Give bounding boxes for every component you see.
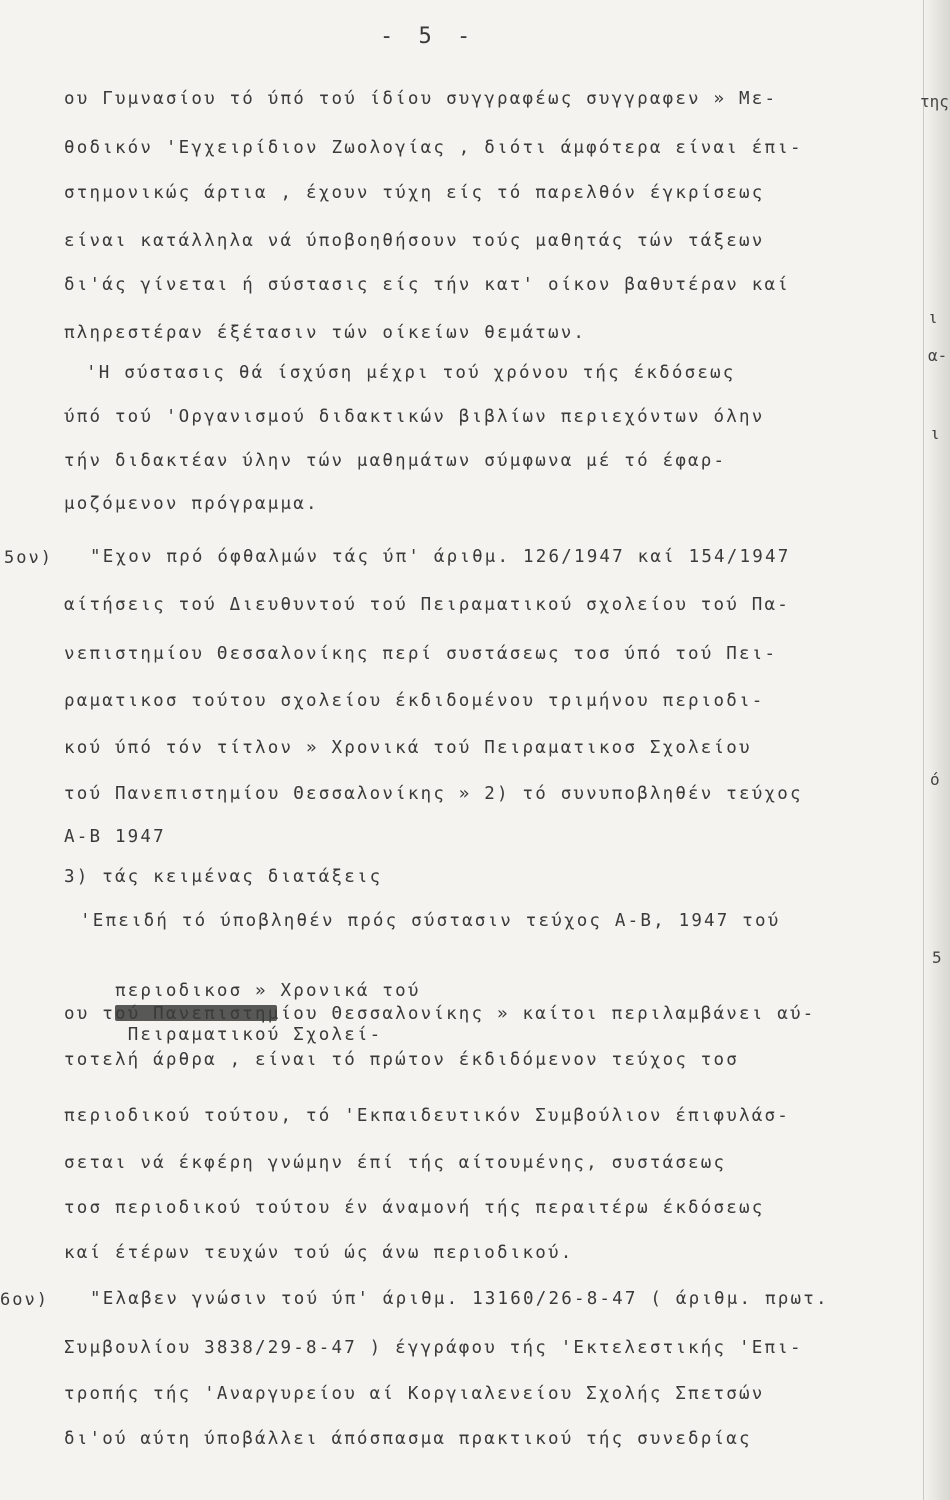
text-line: καί έτέρων τευχών τού ώς άνω περιοδικού. <box>64 1243 574 1263</box>
text-segment: περιοδικοσ » Χρονικά τού <box>114 981 421 1001</box>
text-line: τού Πανεπιστημίου Θεσσαλονίκης » 2) τό συνυποβληθέν τεύχος <box>64 784 803 804</box>
text-line: νεπιστημίου Θεσσαλονίκης περί συστάσεως τοσ ύπό τού Πει- <box>64 644 778 664</box>
margin-fragment: 5 <box>932 948 942 967</box>
text-line: περιοδικού τούτου, τό 'Εκπαιδευτικόν Συμβούλιον έπιφυλάσ- <box>64 1106 790 1126</box>
text-line: στημονικώς άρτια , έχουν τύχη είς τό παρελθόν έγκρίσεως <box>64 183 765 203</box>
text-line: ου τού Πανεπιστημίου Θεσσαλονίκης » καίτοι περιλαμβάνει αύ- <box>64 1004 816 1024</box>
margin-fragment: της <box>920 92 949 111</box>
text-line: ου Γυμνασίου τό ύπό τού ίδίου συγγραφέως συγγραφεν » Με- <box>64 89 778 109</box>
text-segment: Πειραματικού Σχολεί- <box>114 1025 383 1045</box>
text-line: δι'άς γίνεται ή σύστασις είς τήν κατ' οίκον βαθυτέραν καί <box>64 275 790 295</box>
margin-label: 5ον) <box>4 548 53 568</box>
text-line: Συμβουλίου 3838/29-8-47 ) έγγράφου τής 'Εκτελεστικής 'Επι- <box>64 1338 803 1358</box>
margin-label: 6ον) <box>0 1290 49 1310</box>
text-line: 'Η σύστασις θά ίσχύση μέχρι τού χρόνου τής έκδόσεως <box>86 363 736 383</box>
margin-fragment: ι <box>928 308 938 327</box>
text-line: τήν διδακτέαν ύλην τών μαθημάτων σύμφωνα μέ τό έφαρ- <box>64 451 727 471</box>
text-line: τοσ περιοδικού τούτου έν άναμονή τής περαιτέρω έκδόσεως <box>64 1198 765 1218</box>
text-line: αίτήσεις τού Διευθυντού τού Πειραματικού σχολείου τού Πα- <box>64 595 790 615</box>
text-line: 3) τάς κειμένας διατάξεις <box>64 867 383 887</box>
page-number: - 5 - <box>380 24 477 49</box>
text-line: "Ελαβεν γνώσιν τού ύπ' άριθμ. 13160/26-8-47 ( άριθμ. πρωτ. <box>90 1289 829 1309</box>
text-line: τροπής τής 'Αναργυρείου αί Κοργιαλενείου Σχολής Σπετσών <box>64 1384 765 1404</box>
text-line: τοτελή άρθρα , είναι τό πρώτον έκδιδόμενον τεύχος τοσ <box>64 1050 740 1070</box>
text-line: κού ύπό τόν τίτλον » Χρονικά τού Πειραματικοσ Σχολείου <box>64 738 752 758</box>
text-line: μοζόμενον πρόγραμμα. <box>64 494 319 514</box>
text-line: δι'ού αύτη ύποβάλλει άπόσπασμα πρακτικού τής συνεδρίας <box>64 1429 752 1449</box>
text-line: ύπό τού 'Οργανισμού διδακτικών βιβλίων περιεχόντων όλην <box>64 407 765 427</box>
margin-fragment: α- <box>928 346 948 365</box>
text-line: ραματικοσ τούτου σχολείου έκδιδομένου τριμήνου περιοδι- <box>64 691 765 711</box>
page-edge <box>923 0 950 1500</box>
margin-fragment: ό <box>930 770 940 789</box>
text-line: είναι κατάλληλα νά ύποβοηθήσουν τούς μαθητάς τών τάξεων <box>64 231 765 251</box>
text-line: 'Επειδή τό ύποβληθέν πρός σύστασιν τεύχος Α-Β, 1947 τού <box>80 911 781 931</box>
text-line: "Εχον πρό όφθαλμών τάς ύπ' άριθμ. 126/1947 καί 154/1947 <box>90 547 791 567</box>
margin-fragment: ι <box>930 424 940 443</box>
text-line: σεται νά έκφέρη γνώμην έπί τής αίτουμένης, συστάσεως <box>64 1153 727 1173</box>
text-line: Α-Β 1947 <box>64 827 166 847</box>
text-line: θοδικόν 'Εγχειρίδιον Ζωολογίας , διότι άμφότερα είναι έπι- <box>64 138 803 158</box>
text-line: πληρεστέραν έξέτασιν τών οίκείων θεμάτων. <box>64 323 587 343</box>
